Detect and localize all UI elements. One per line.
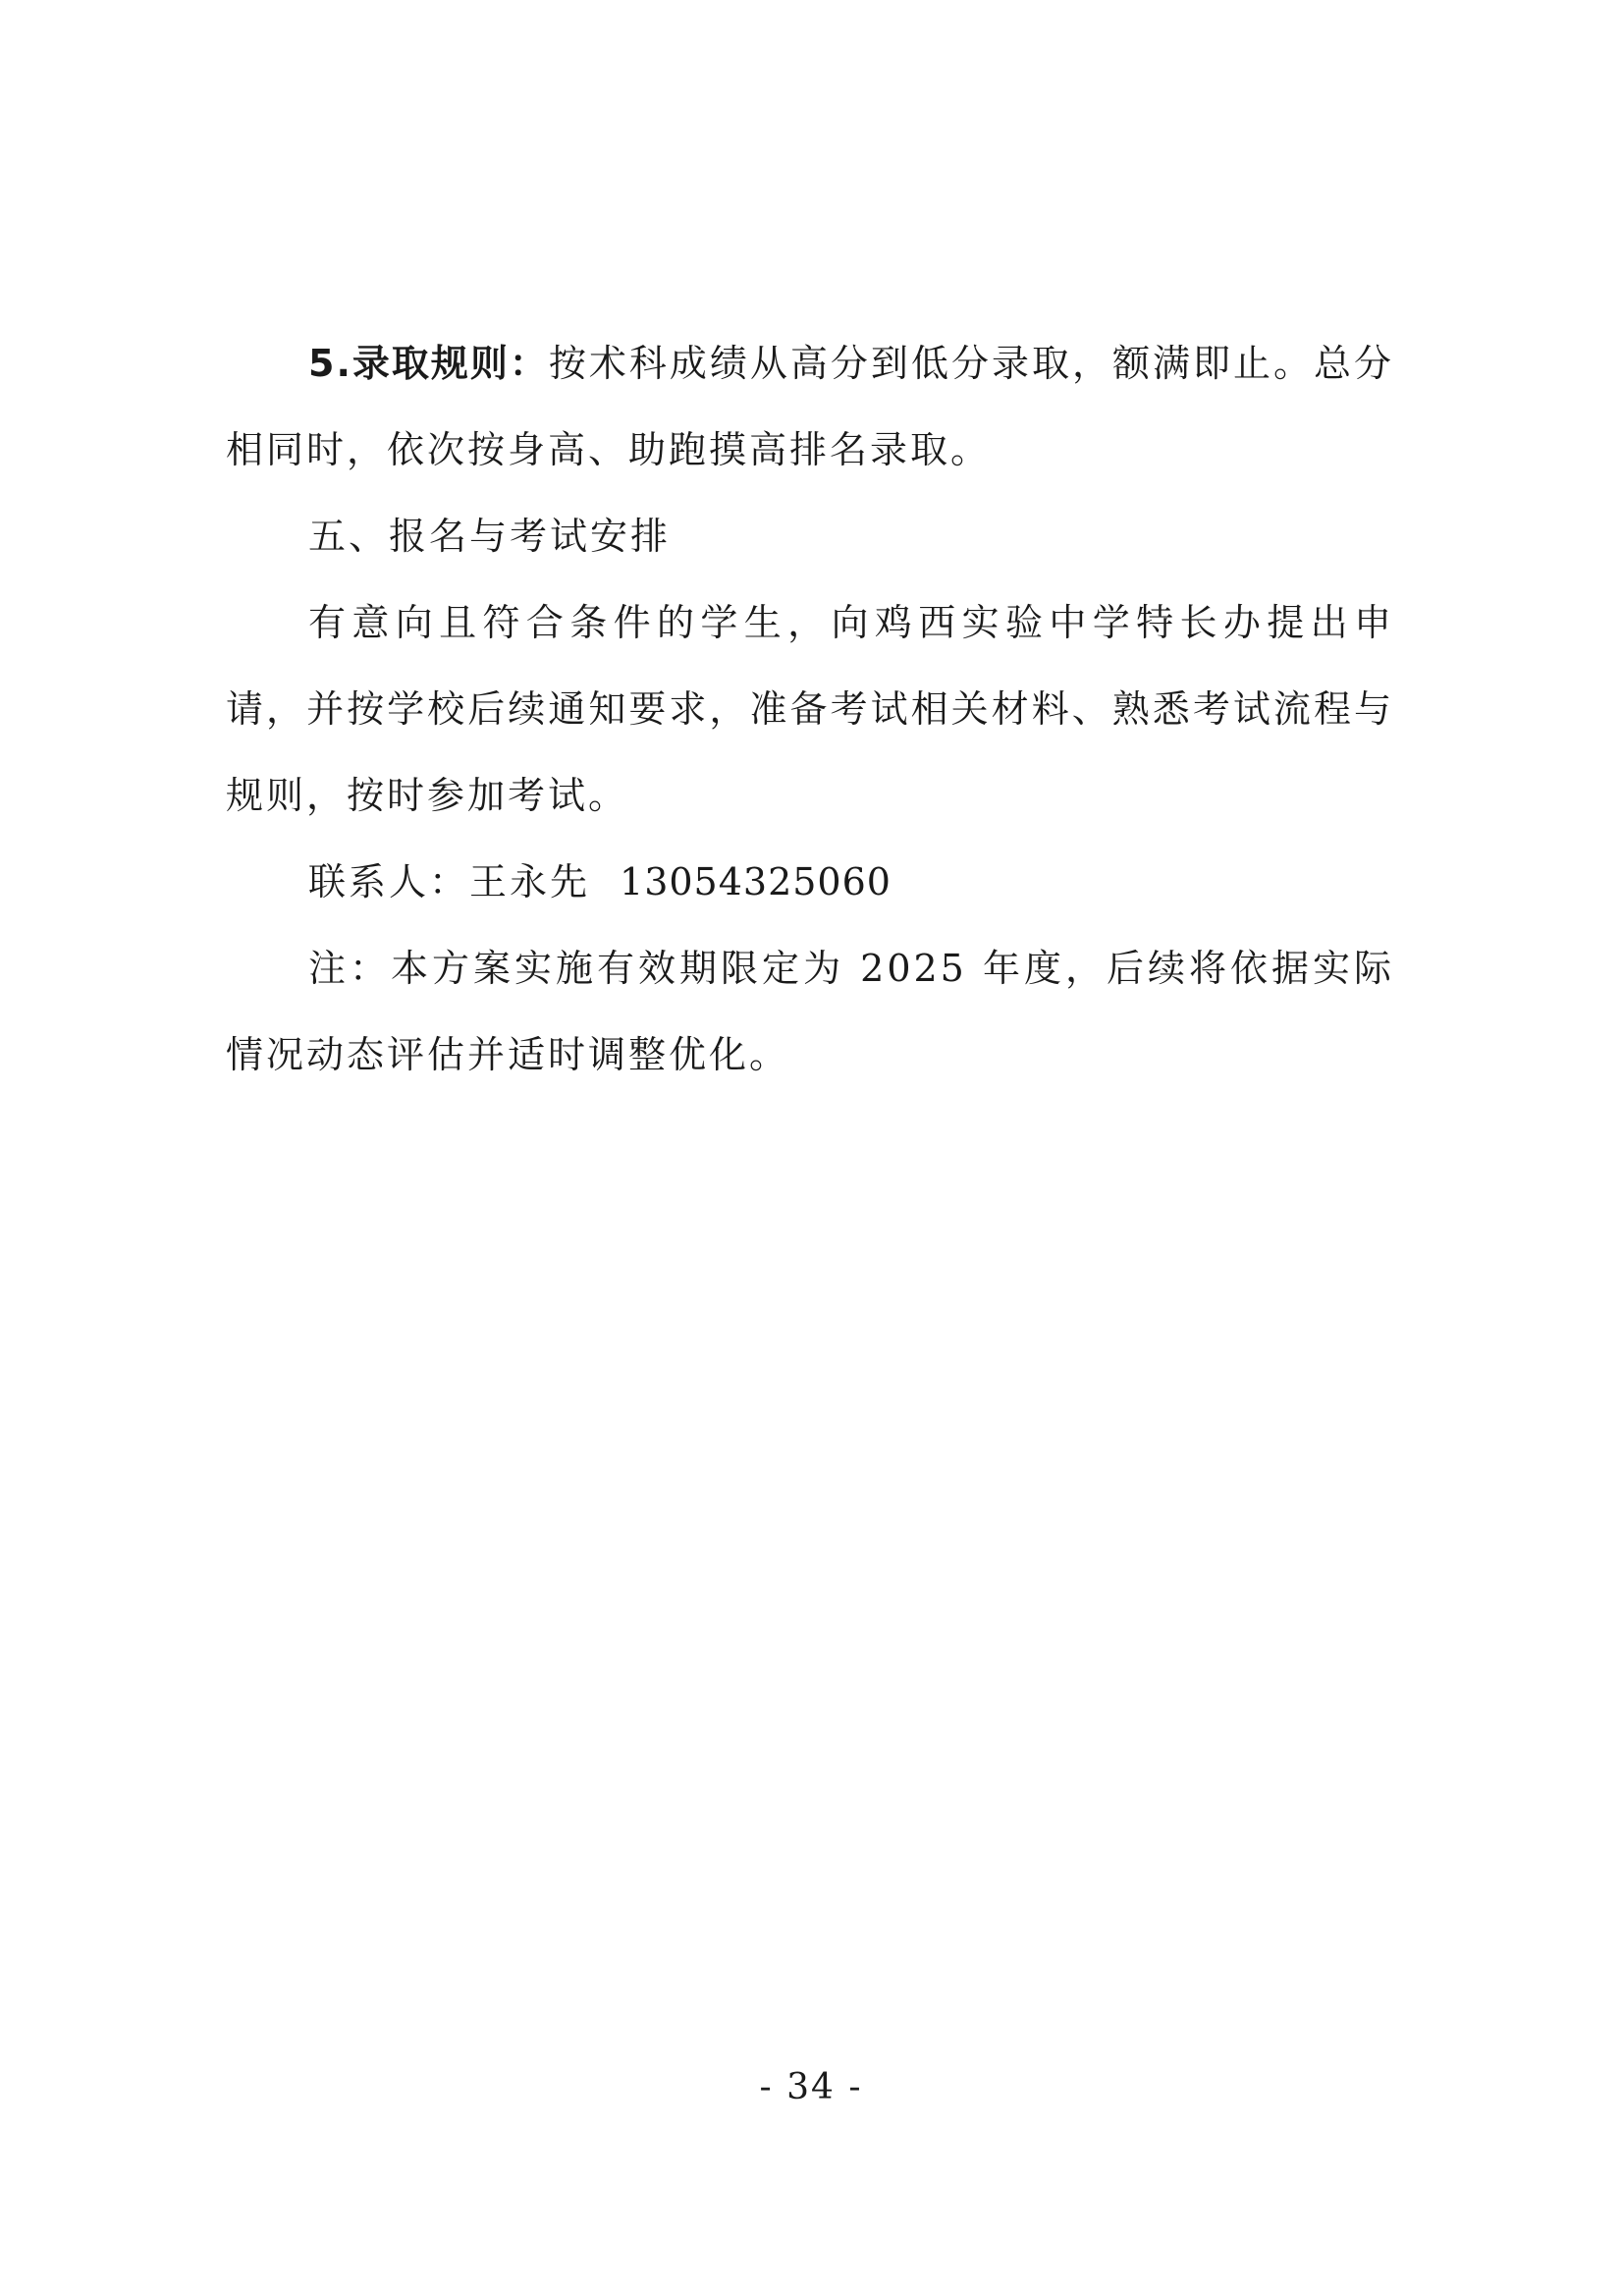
contact-paragraph	[226, 839, 1394, 925]
page-number: - 34 -	[759, 2067, 863, 2107]
contact-label: 联系人：王永先	[308, 860, 591, 903]
admission-rule-lead: 5.录取规则：	[308, 342, 549, 385]
document-body	[226, 320, 1394, 1098]
admission-rule-text: 按术科成绩从高分到低分录取，额满即止。总分相同时，依次按身高、助跑摸高排名录取。	[226, 342, 1394, 471]
contact-phone: 13054325060	[620, 860, 892, 903]
registration-paragraph: 有意向且符合条件的学生，向鸡西实验中学特长办提出申请，并按学校后续通知要求，准备考试相关材料、熟悉考试流程与规则，按时参加考试。	[226, 601, 1394, 817]
admission-rule-paragraph	[226, 320, 1394, 493]
note-paragraph: 注：本方案实施有效期限定为 2025 年度，后续将依据实际情况动态评估并适时调整优化。	[226, 947, 1394, 1076]
section-heading: 五、报名与考试安排	[308, 515, 672, 558]
